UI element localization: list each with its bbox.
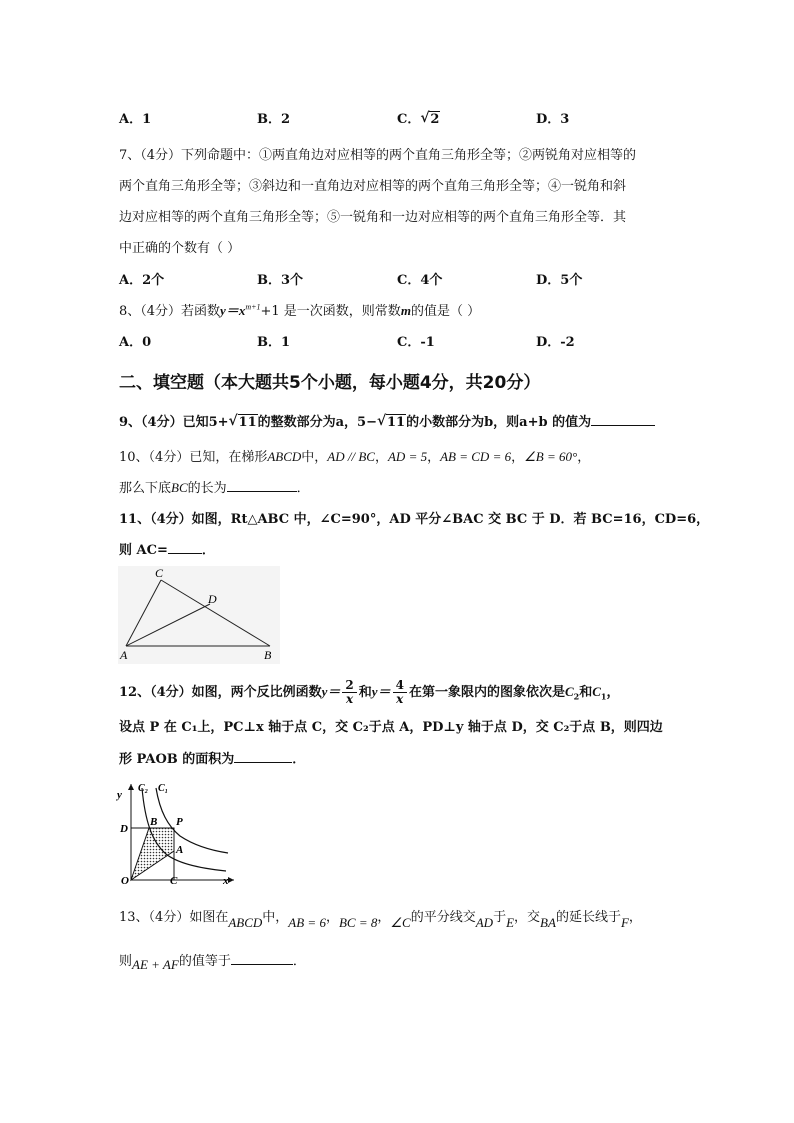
q7-line2: 两个直角三角形全等；③斜边和一直角边对应相等的两个直角三角形全等；④一锐角和斜 bbox=[119, 179, 627, 194]
label-b: B bbox=[150, 816, 158, 828]
q12-y2: y＝ bbox=[371, 684, 391, 699]
q11-line2 bbox=[119, 539, 215, 558]
q6-option-d: D．3 bbox=[536, 112, 570, 127]
q13-p2: 中， bbox=[262, 910, 289, 925]
q12-c2-sub: 2 bbox=[573, 691, 580, 702]
q13-ab: AB = 6 bbox=[288, 915, 326, 930]
fraction bbox=[393, 679, 407, 706]
q8-prefix: 8、（4分）若函数 bbox=[119, 304, 221, 319]
answer-blank bbox=[227, 479, 297, 492]
fraction bbox=[342, 679, 356, 706]
label-b: B bbox=[264, 648, 272, 662]
q13-bc: BC = 8 bbox=[338, 915, 378, 930]
q8-function: y＝x bbox=[220, 303, 246, 318]
q13-p3: 的平分线交 bbox=[410, 910, 476, 925]
q8-option-d: D．-2 bbox=[536, 335, 575, 350]
q12-l3a: 形 PAOB 的面积为 bbox=[119, 752, 235, 767]
q9-part3: 的小数部分为b，则a+b 的值为 bbox=[406, 415, 592, 430]
q13-f: F bbox=[620, 915, 629, 930]
label-d: D bbox=[120, 823, 128, 835]
q7-line1: 7、（4分）下列命题中：①两直角边对应相等的两个直角三角形全等；②两锐角对应相等的 bbox=[119, 148, 637, 163]
q10-l2a: 那么下底 bbox=[119, 481, 172, 496]
q13-e: E bbox=[506, 915, 515, 930]
answer-blank bbox=[231, 952, 293, 965]
q13-p5: ，交 bbox=[514, 910, 541, 925]
q13-p1: 13、（4分）如图在 bbox=[119, 910, 229, 925]
q8-option-c: C．-1 bbox=[397, 335, 435, 350]
q12-and: 和 bbox=[358, 685, 372, 700]
q11-l2a: 则 AC= bbox=[119, 543, 168, 558]
q13-abcd: ABCD bbox=[228, 915, 263, 930]
q10-comma4: ， bbox=[511, 450, 525, 465]
label-c2: C₂ bbox=[138, 783, 149, 794]
q10-comma5: ， bbox=[577, 450, 591, 465]
q8-suffix1: +1 是一次函数，则常数 bbox=[260, 304, 401, 319]
q13-line1 bbox=[119, 906, 642, 930]
q9-part1: 9、（4分）已知5+ bbox=[119, 415, 229, 430]
q10-part1: 10、（4分）已知，在梯形 bbox=[119, 450, 268, 465]
q8-suffix2: 的值是（ ） bbox=[410, 304, 481, 319]
label-d: D bbox=[208, 592, 217, 606]
q8-var: m bbox=[400, 303, 411, 318]
q7-option-c: C．4个 bbox=[397, 273, 443, 288]
label-a: A bbox=[176, 844, 184, 856]
q12-comma: ， bbox=[606, 685, 620, 700]
section-heading-fill-in: 二、填空题（本大题共5个小题，每小题4分，共20分） bbox=[119, 373, 541, 393]
q12-and2: 和 bbox=[579, 685, 593, 700]
q7-option-d: D．5个 bbox=[536, 273, 583, 288]
q12-part1: 12、（4分）如图，两个反比例函数 bbox=[119, 685, 322, 700]
triangle-figure bbox=[118, 566, 280, 664]
q13-sep1: ， bbox=[325, 910, 339, 925]
q8-line bbox=[119, 300, 480, 319]
q12-line2: 设点 P 在 C₁上，PC⊥x 轴于点 C，交 C₂于点 A，PD⊥y 轴于点 D，交 C₂于点 B，则四边 bbox=[119, 720, 663, 735]
q13-sum: AE + AF bbox=[132, 957, 179, 972]
q8-option-b: B．1 bbox=[257, 335, 291, 350]
q13-l2a: 则 bbox=[119, 954, 133, 969]
q9-part2: 的整数部分为a，5− bbox=[257, 415, 377, 430]
q8-exponent: m+1 bbox=[245, 302, 261, 312]
q10-cond3: AB = CD = 6 bbox=[440, 449, 512, 464]
answer-blank bbox=[234, 750, 292, 763]
q9-line bbox=[119, 411, 655, 430]
label-p: P bbox=[176, 816, 183, 828]
q7-line4: 中正确的个数有（ ） bbox=[119, 241, 241, 256]
q10-cond4: ∠B = 60° bbox=[524, 449, 578, 464]
q6-option-a: A．1 bbox=[119, 112, 152, 127]
q10-l2b: 的长为 bbox=[187, 481, 227, 496]
frac-numerator: 4 bbox=[395, 678, 404, 692]
q10-comma2: ， bbox=[374, 450, 388, 465]
q12-c2: C bbox=[564, 684, 574, 699]
q10-cond2: AD = 5 bbox=[387, 449, 428, 464]
frac-denominator: x bbox=[342, 692, 356, 706]
q11-line1: 11、（4分）如图，Rt△ABC 中，∠C=90°，AD 平分∠BAC 交 BC 于 D．若 BC=16，CD=6， bbox=[119, 512, 710, 527]
q13-p6: 的延长线于 bbox=[555, 910, 621, 925]
label-a: A bbox=[120, 648, 128, 662]
q12-c1: C bbox=[592, 684, 601, 699]
q12-y1: y＝ bbox=[321, 684, 341, 699]
q10-abcd: ABCD bbox=[267, 449, 302, 464]
q6-option-c-prefix: C． bbox=[397, 112, 421, 127]
q13-l2b: 的值等于 bbox=[178, 954, 231, 969]
sqrt-symbol: √ 2 bbox=[420, 110, 440, 127]
q13-angle: ∠C bbox=[390, 915, 411, 930]
q13-l2c: ． bbox=[292, 954, 306, 969]
q6-option-b: B．2 bbox=[257, 112, 291, 127]
q13-sep2: ， bbox=[377, 910, 391, 925]
q10-part2: 中， bbox=[301, 450, 328, 465]
q10-line2 bbox=[119, 477, 310, 496]
q12-l3b: ． bbox=[292, 752, 306, 767]
reciprocal-figure bbox=[116, 776, 240, 890]
q13-ad: AD bbox=[475, 915, 494, 930]
q13-p7: ， bbox=[628, 910, 642, 925]
sqrt-symbol: √ 11 bbox=[377, 413, 406, 430]
q6-option-c-radicand: 2 bbox=[430, 112, 440, 127]
label-x: x bbox=[223, 875, 229, 887]
q12-part2: 在第一象限内的图象依次是 bbox=[408, 685, 565, 700]
q7-option-b: B．3个 bbox=[257, 273, 304, 288]
q7-line3: 边对应相等的两个直角三角形全等；⑤一锐角和一边对应相等的两个直角三角形全等．其 bbox=[119, 210, 627, 225]
label-o: O bbox=[121, 875, 129, 887]
label-c: C bbox=[170, 875, 178, 887]
answer-blank bbox=[168, 541, 202, 554]
q13-line2 bbox=[119, 950, 306, 972]
label-c: C bbox=[155, 566, 164, 580]
q12-line3 bbox=[119, 748, 305, 767]
q10-comma3: ， bbox=[427, 450, 441, 465]
sqrt-symbol: √ 11 bbox=[228, 413, 257, 430]
q12-c1-sub: 1 bbox=[600, 691, 607, 702]
q8-option-a: A．0 bbox=[119, 335, 152, 350]
q13-p4: 于 bbox=[493, 910, 507, 925]
label-c1: C₁ bbox=[158, 783, 169, 794]
frac-denominator: x bbox=[393, 692, 407, 706]
answer-blank bbox=[591, 413, 655, 426]
q12-line1 bbox=[119, 679, 619, 706]
q13-ba: BA bbox=[540, 915, 556, 930]
q11-l2b: ． bbox=[201, 543, 215, 558]
q10-line1 bbox=[119, 446, 590, 465]
q10-bc: BC bbox=[171, 480, 188, 495]
q6-option-c bbox=[397, 108, 440, 127]
q9-radicand1: 11 bbox=[238, 415, 257, 430]
q7-option-a: A．2个 bbox=[119, 273, 165, 288]
frac-numerator: 2 bbox=[345, 678, 354, 692]
label-y: y bbox=[117, 789, 122, 801]
q10-l2end: ． bbox=[296, 481, 310, 496]
q9-radicand2: 11 bbox=[387, 415, 406, 430]
q10-cond1: AD // BC bbox=[327, 449, 375, 464]
